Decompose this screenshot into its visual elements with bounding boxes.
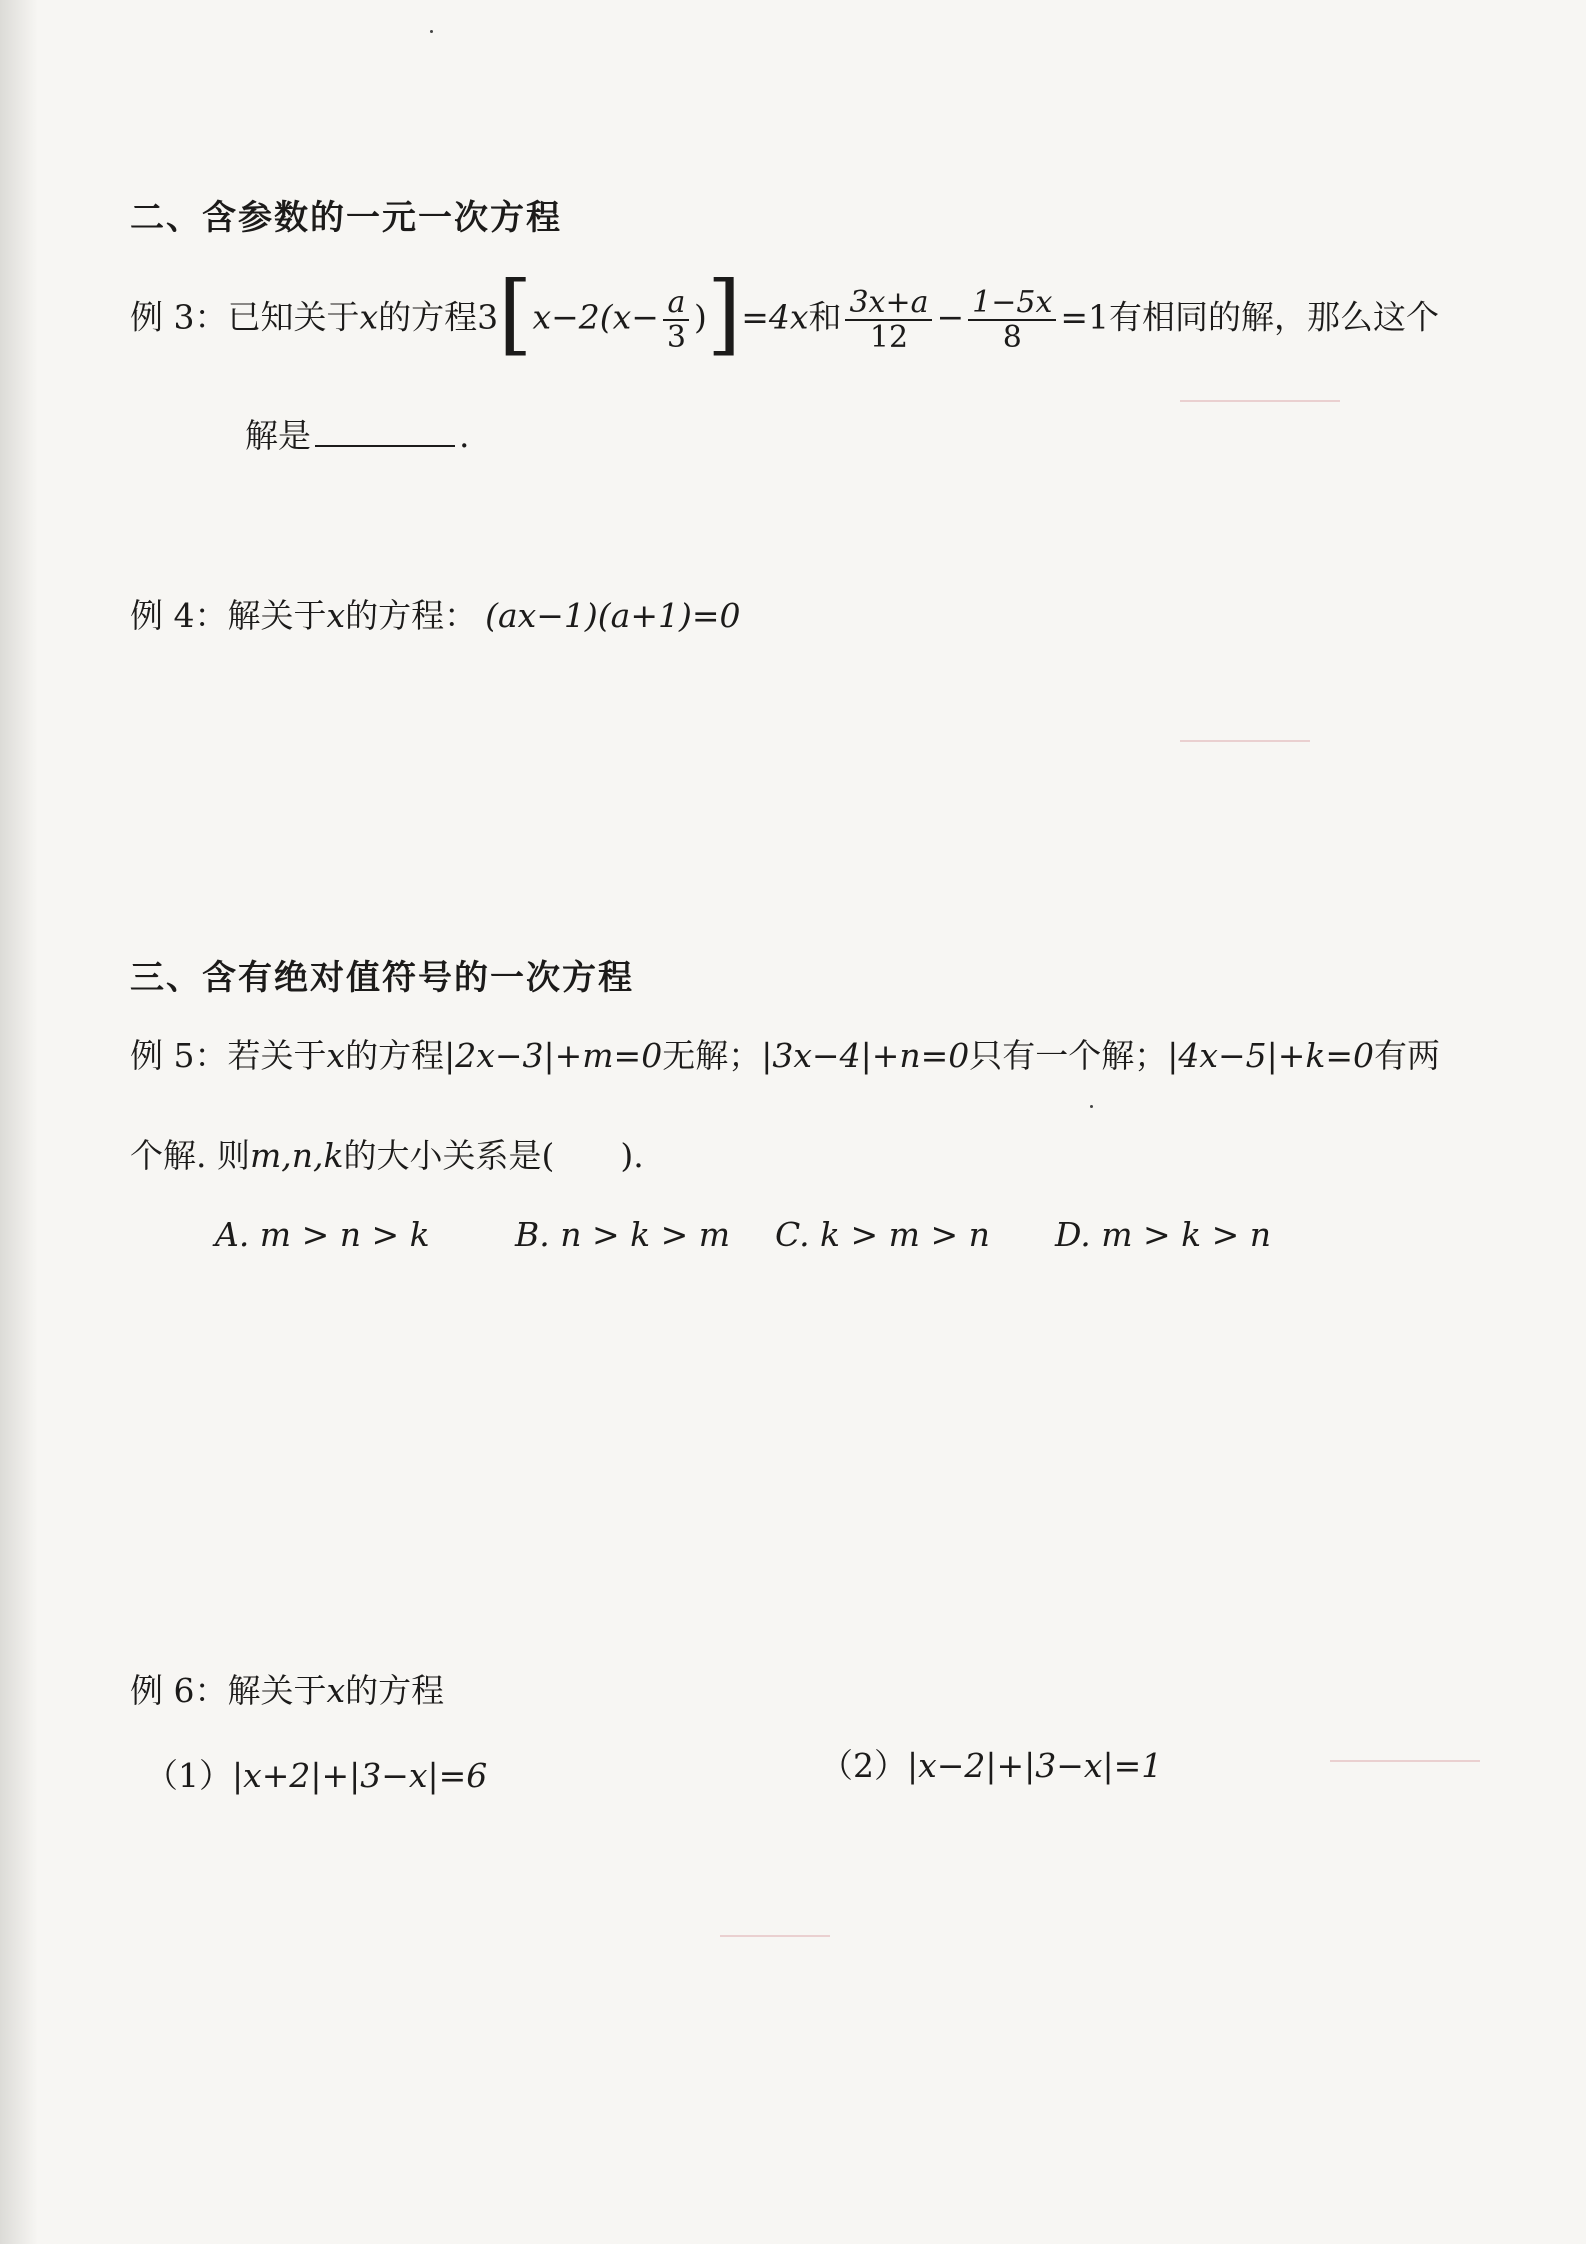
bleed-line — [1180, 740, 1310, 742]
example-4: 例 4：解关于x的方程： (ax−1)(a+1)=0 — [130, 596, 741, 635]
example-6-part2: （2）|x−2|+|3−x|=1 — [820, 1746, 1163, 1785]
example-3-line2: 解是 . — [245, 416, 470, 455]
example-5-label: 例 5： — [130, 1036, 228, 1075]
answer-blank[interactable] — [315, 445, 455, 447]
speck — [1090, 1105, 1093, 1108]
example-3-label: 例 3： — [130, 297, 228, 337]
right-bracket: ] — [706, 262, 742, 365]
fraction-a-over-3: $\frac{a}{3}$ — [663, 286, 690, 354]
example-6-label: 例 6： — [130, 1671, 228, 1710]
example-3-line1: 例 3：已知关于x的方程3[x−2(x− $\frac{a}{3}$ )]=4x和 $\frac{3x+a}{12}$ − $\frac{1-5x}{8}$ =1有相同的解，那么这个 — [130, 262, 1440, 365]
option-b[interactable]: B. n > k > m — [515, 1215, 731, 1254]
example-6-part1: （1）|x+2|+|3−x|=6 — [145, 1756, 488, 1795]
option-a[interactable]: A. m > n > k — [215, 1215, 430, 1254]
speck — [430, 30, 433, 33]
bleed-line — [1180, 400, 1340, 402]
example-4-equation: (ax−1)(a+1)=0 — [485, 596, 741, 635]
equation-part2: |x−2|+|3−x|=1 — [907, 1746, 1163, 1785]
option-d[interactable]: D. m > k > n — [1055, 1215, 1272, 1254]
example-6: 例 6：解关于x的方程 — [130, 1671, 445, 1710]
left-bracket: [ — [498, 262, 533, 365]
section2-title: 二、含参数的一元一次方程 — [130, 198, 562, 238]
option-c[interactable]: C. k > m > n — [775, 1215, 990, 1254]
section3-title: 三、含有绝对值符号的一次方程 — [130, 958, 634, 998]
scan-shadow — [0, 0, 38, 2244]
example-4-label: 例 4： — [130, 596, 228, 635]
equation-part1: |x+2|+|3−x|=6 — [232, 1756, 488, 1795]
example-5-line1: 例 5：若关于x的方程|2x−3|+m=0无解；|3x−4|+n=0只有一个解；|4x−5|+k=0有两 — [130, 1036, 1441, 1075]
fraction-1-minus-5x: $\frac{1-5x}{8}$ — [968, 286, 1056, 354]
bleed-line — [1330, 1760, 1480, 1762]
fraction-3x-plus-a: $\frac{3x+a}{12}$ — [845, 286, 932, 354]
example-5-line2: 个解. 则m,n,k的大小关系是( ). — [130, 1136, 644, 1175]
bleed-line — [720, 1935, 830, 1937]
